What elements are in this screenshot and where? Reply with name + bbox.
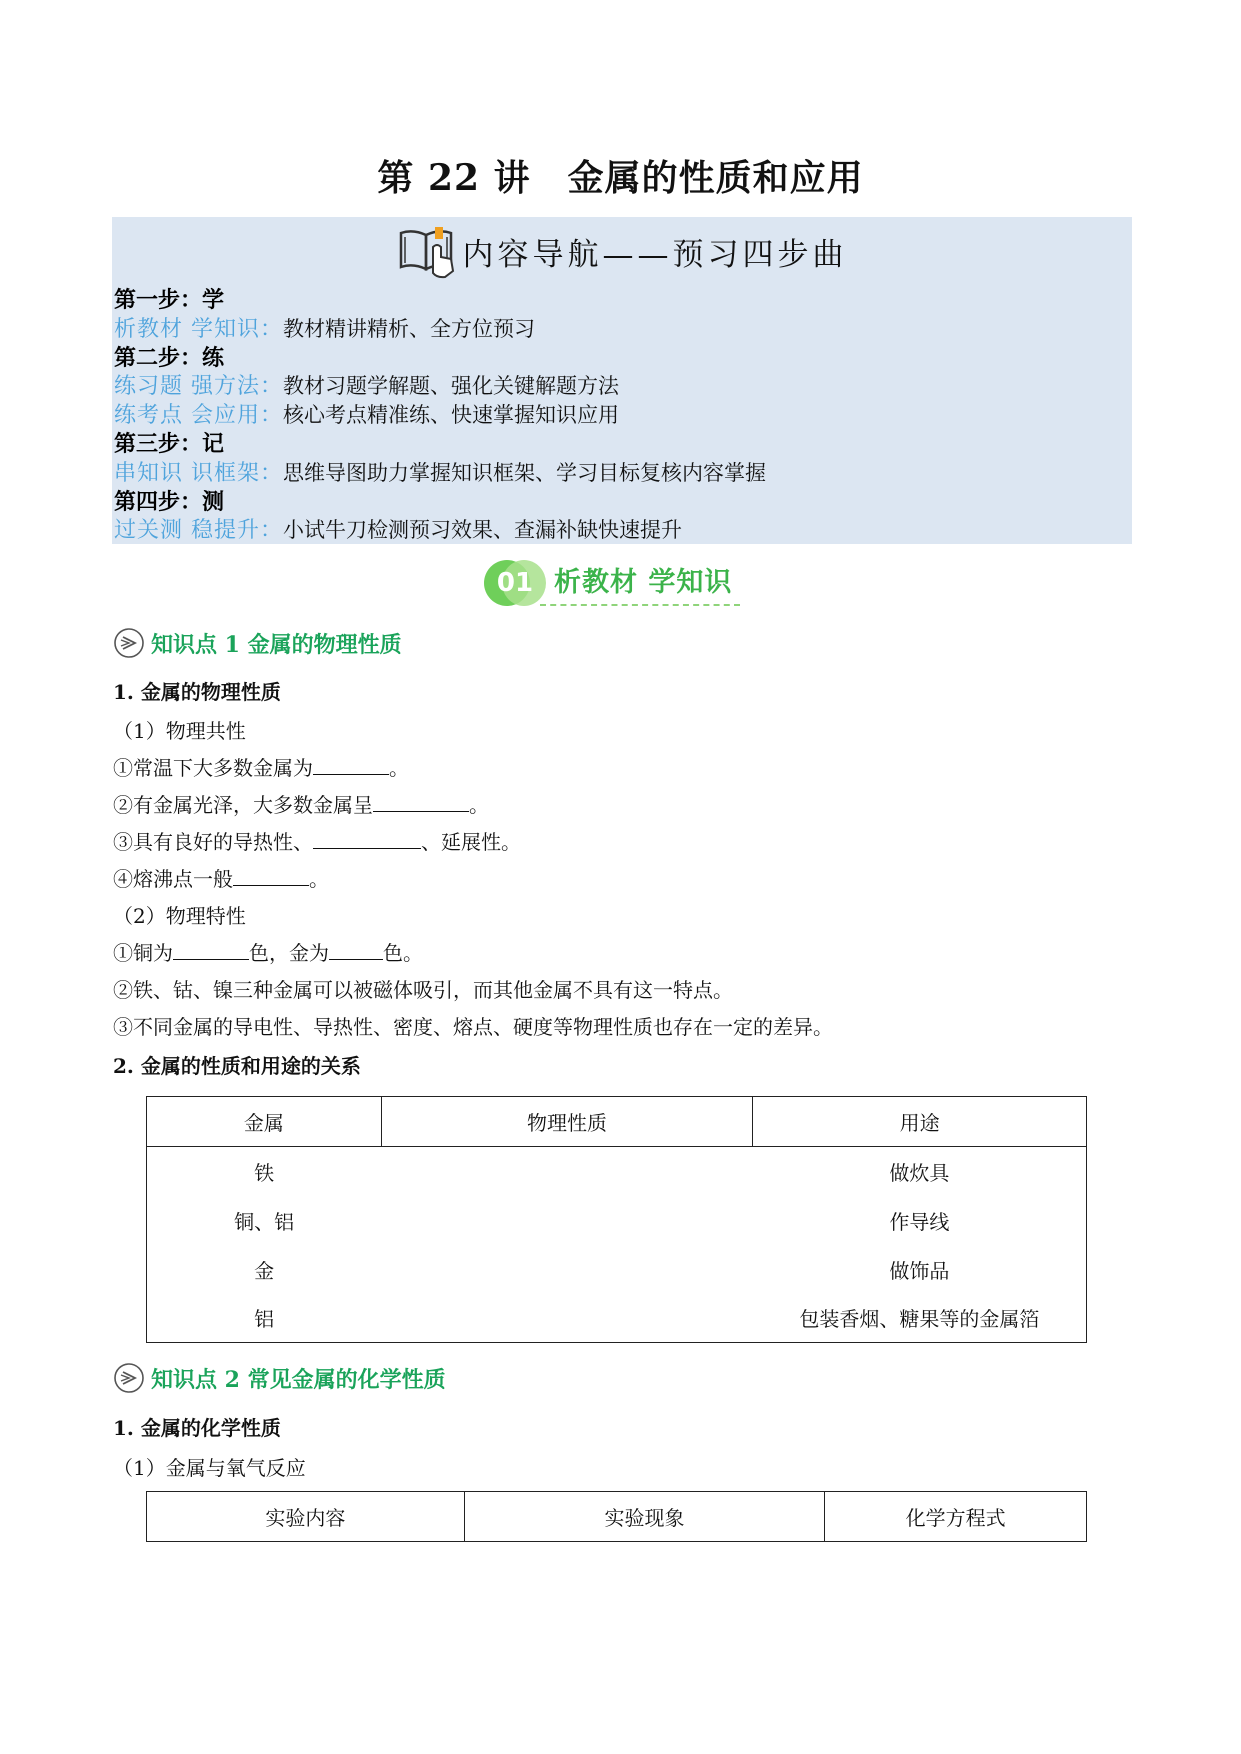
content-navigation-box — [112, 217, 1132, 544]
table-cell: 金 — [254, 1258, 275, 1283]
nav-title: 内容导航——预习四步曲 — [462, 236, 848, 273]
table-cell: 铝 — [254, 1307, 275, 1332]
nav-item — [114, 315, 766, 344]
subheading: 1. 金属的化学性质 — [113, 1416, 281, 1440]
fill-blank-item — [113, 937, 423, 966]
column-header: 用途 — [753, 1097, 1087, 1147]
nav-item-label: 串知识 识框架： — [114, 460, 283, 486]
item-text: ③具有良好的导热性、 — [113, 830, 313, 854]
step-label: 第二步：练 — [114, 344, 225, 371]
metal-use-table — [146, 1096, 1087, 1343]
subheading: 2. 金属的性质和用途的关系 — [113, 1054, 361, 1078]
table-cell: 铜、铝 — [234, 1209, 295, 1234]
fill-blank-item — [113, 789, 489, 818]
column-header: 化学方程式 — [825, 1492, 1087, 1542]
item-text: 色，金为 — [249, 941, 329, 965]
item-text: ②有金属光泽，大多数金属呈 — [113, 793, 373, 817]
answer-blank[interactable] — [233, 866, 309, 886]
table-header-row — [147, 1097, 1087, 1147]
answer-blank[interactable] — [173, 940, 249, 960]
item-text: 。 — [469, 793, 489, 817]
table-cell: 铁 — [254, 1160, 275, 1185]
nav-item-label: 析教材 学知识： — [114, 316, 283, 342]
nav-step-2 — [114, 344, 766, 373]
item-text: 。 — [309, 867, 329, 891]
item-text: ①常温下大多数金属为 — [113, 756, 313, 780]
fill-blank-item — [113, 863, 329, 892]
nav-item-label: 过关测 稳提升： — [114, 518, 283, 544]
nav-step-3 — [114, 430, 766, 459]
table-cell — [381, 1147, 753, 1196]
table-row — [147, 1147, 1087, 1196]
fill-blank-item — [113, 752, 409, 781]
nav-step-4 — [114, 488, 766, 517]
item-text: ④熔沸点一般 — [113, 867, 233, 891]
section-banner — [484, 556, 764, 616]
step-label: 第一步：学 — [114, 287, 225, 313]
knowledge-point-title: 知识点 2 常见金属的化学性质 — [151, 1366, 446, 1393]
answer-blank[interactable] — [313, 829, 421, 849]
item-text: ①铜为 — [113, 941, 173, 965]
knowledge-point-title: 知识点 1 金属的物理性质 — [151, 631, 402, 658]
item-text: 色。 — [383, 941, 423, 965]
table-cell: 做炊具 — [889, 1160, 950, 1185]
paragraph: （2）物理特性 — [113, 904, 246, 928]
fill-blank-item — [113, 826, 521, 855]
answer-blank[interactable] — [373, 792, 469, 812]
table-row — [147, 1294, 1087, 1343]
paragraph: （1）物理共性 — [113, 719, 246, 743]
oxygen-reaction-table — [146, 1491, 1087, 1542]
table-row — [147, 1196, 1087, 1245]
paragraph: ②铁、钴、镍三种金属可以被磁体吸引，而其他金属不具有这一特点。 — [113, 978, 733, 1002]
nav-item-desc: 小试牛刀检测预习效果、查漏补缺快速提升 — [283, 518, 682, 543]
nav-steps — [114, 286, 766, 545]
section-label: 析教材 学知识 — [554, 567, 733, 598]
answer-blank[interactable] — [329, 940, 383, 960]
table-row — [147, 1245, 1087, 1294]
arrow-circle-icon — [113, 1362, 145, 1394]
column-header: 实验内容 — [147, 1492, 465, 1542]
nav-item-desc: 思维导图助力掌握知识框架、学习目标复核内容掌握 — [283, 460, 766, 485]
item-text: 。 — [389, 756, 409, 780]
column-header: 实验现象 — [464, 1492, 825, 1542]
knowledge-point-2-heading — [113, 1361, 446, 1395]
nav-header — [112, 219, 1132, 283]
nav-item — [114, 372, 766, 401]
nav-item-desc: 教材习题学解题、强化关键解题方法 — [283, 374, 619, 399]
column-header: 物理性质 — [381, 1097, 753, 1147]
table-cell: 作导线 — [889, 1209, 950, 1234]
table-cell — [381, 1294, 753, 1343]
step-label: 第三步：记 — [114, 430, 225, 457]
book-pointer-icon — [397, 223, 459, 279]
table-cell: 包装香烟、糖果等的金属箔 — [799, 1307, 1040, 1332]
paragraph: （1）金属与氧气反应 — [113, 1456, 306, 1480]
section-number-badge — [484, 560, 546, 606]
subheading: 1. 金属的物理性质 — [113, 680, 281, 704]
nav-item-desc: 核心考点精准练、快速掌握知识应用 — [283, 403, 619, 428]
item-text: 、延展性。 — [421, 830, 521, 854]
table-cell: 做饰品 — [889, 1258, 950, 1283]
nav-item-label: 练考点 会应用： — [114, 403, 283, 429]
nav-item-label: 练习题 强方法： — [114, 374, 283, 400]
nav-item — [114, 516, 766, 545]
step-label: 第四步：测 — [114, 488, 225, 515]
nav-item — [114, 401, 766, 430]
nav-item-desc: 教材精讲精析、全方位预习 — [283, 316, 535, 341]
arrow-circle-icon — [113, 627, 145, 659]
table-header-row — [147, 1492, 1087, 1542]
section-underline — [540, 604, 740, 606]
column-header: 金属 — [147, 1097, 382, 1147]
section-number: 01 — [496, 568, 534, 598]
answer-blank[interactable] — [313, 755, 389, 775]
table-cell — [381, 1245, 753, 1294]
table-cell — [381, 1196, 753, 1245]
nav-step-1 — [114, 286, 766, 315]
nav-item — [114, 459, 766, 488]
paragraph: ③不同金属的导电性、导热性、密度、熔点、硬度等物理性质也存在一定的差异。 — [113, 1015, 833, 1039]
page-title: 第 22 讲 金属的性质和应用 — [377, 157, 864, 199]
knowledge-point-1-heading — [113, 626, 402, 660]
